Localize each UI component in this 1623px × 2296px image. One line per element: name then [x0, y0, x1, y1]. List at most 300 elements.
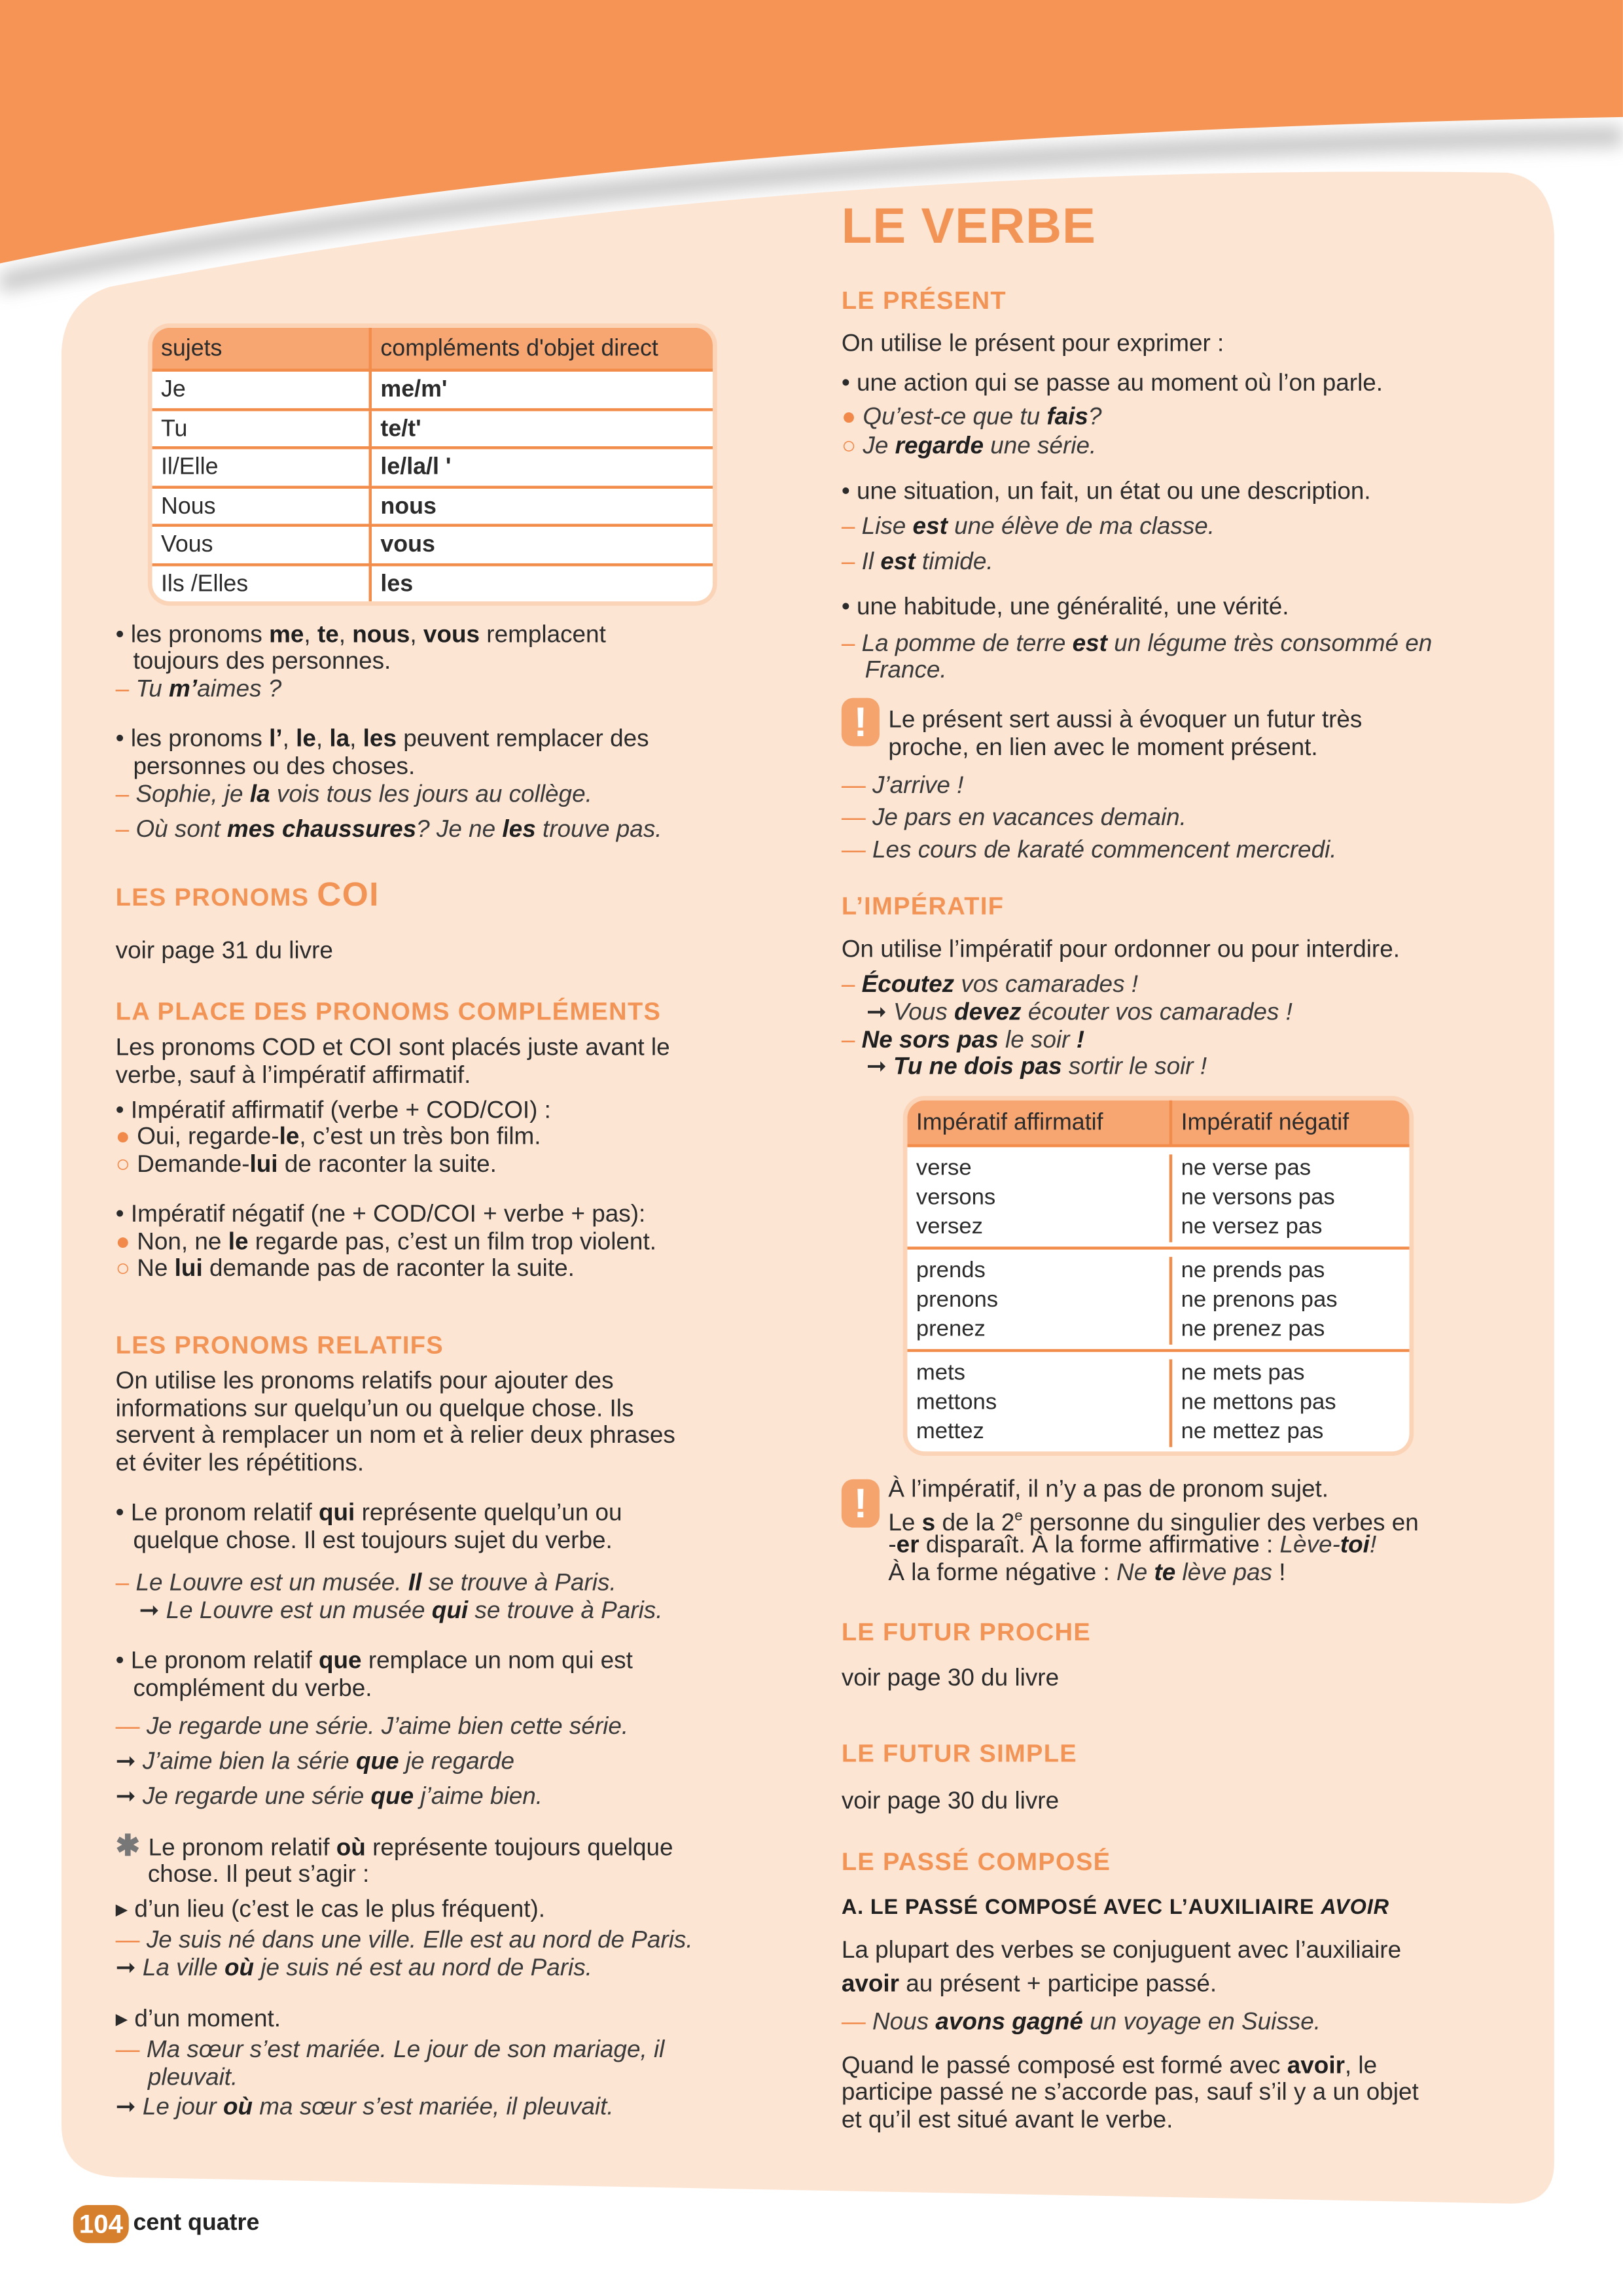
subheading-emphasis: AVOIR — [1321, 1896, 1390, 1920]
text-segment: ➞ — [115, 1954, 143, 1981]
italic-text: je regarde — [399, 1748, 514, 1775]
bold-text: nous — [352, 622, 410, 648]
verb-group-row — [907, 1147, 1409, 1250]
example-line — [148, 2063, 238, 2093]
bold-italic-text: m’ — [169, 676, 198, 703]
text-segment: Les pronoms COD et COI sont placés juste avant le — [115, 1034, 670, 1061]
bold-text: que — [318, 1647, 362, 1674]
example-line — [842, 512, 1215, 542]
marker-glyph: ● — [115, 1229, 137, 1256]
page-number-words: cent quatre — [133, 2210, 260, 2236]
marker-glyph: – — [115, 676, 136, 703]
bullet-continuation — [133, 1674, 372, 1703]
text-segment: - — [888, 1532, 897, 1559]
marker-glyph: — — [115, 1927, 147, 1954]
table-header — [907, 1101, 1409, 1148]
marker-glyph: ○ — [115, 1255, 137, 1282]
italic-text: Où sont — [135, 816, 227, 843]
text-segment: On utilise l’impératif pour ordonner ou pour interdire. — [841, 936, 1400, 963]
bold-text: lui — [174, 1255, 203, 1282]
subject-cell: Ils /Elles — [152, 565, 372, 601]
marker-glyph: – — [115, 781, 136, 808]
italic-text: timide. — [915, 548, 993, 575]
italic-text: ma sœur s’est mariée, il pleuvait. — [253, 2094, 614, 2121]
marker-glyph: – — [841, 513, 862, 540]
text-segment: voir page 30 du livre — [841, 1665, 1060, 1692]
text-segment: demande pas de raconter la suite. — [202, 1255, 575, 1282]
bullet-item — [116, 620, 606, 650]
bold-text: lui — [249, 1151, 278, 1178]
marker-glyph: – — [841, 630, 862, 658]
bold-text: le — [296, 726, 316, 752]
italic-text: Ma sœur s’est mariée. Le jour de son mariage, il — [146, 2036, 665, 2064]
text-line — [116, 1394, 634, 1424]
marker-glyph: — — [115, 1713, 147, 1740]
bold-italic-text: que — [370, 1783, 414, 1810]
example-line — [139, 1597, 662, 1626]
italic-text: Tu — [135, 676, 169, 703]
text-segment: voir page 31 du livre — [115, 938, 333, 964]
affirmatif-form: mettons — [916, 1390, 997, 1415]
example-line — [842, 836, 1337, 865]
verb-group-row — [907, 1250, 1409, 1352]
text-segment: ➞ — [866, 1053, 894, 1080]
bold-text: s — [921, 1510, 936, 1537]
cod-cell: te/t' — [380, 416, 421, 442]
text-segment: personnes ou des choses. — [133, 753, 416, 780]
example-line — [116, 1227, 656, 1257]
example-line — [116, 675, 282, 704]
marker-glyph: — — [841, 2009, 872, 2036]
bullet-item — [116, 1200, 646, 1229]
marker-glyph: — — [841, 837, 872, 864]
marker-glyph: – — [841, 1027, 862, 1054]
heading-pronoms-relatifs: LES PRONOMS RELATIFS — [115, 1331, 444, 1360]
example-line — [116, 1568, 616, 1598]
bold-italic-text: devez — [954, 999, 1022, 1026]
table-row — [152, 565, 713, 601]
negatif-cell — [1172, 1359, 1409, 1447]
marker-glyph: ● — [115, 1123, 137, 1150]
example-line — [842, 970, 1138, 1000]
example-line — [116, 2036, 665, 2065]
heading-text: LES PRONOMS — [115, 883, 317, 912]
bold-italic-text: la — [249, 781, 270, 808]
italic-text: Je — [863, 433, 895, 460]
bold-italic-text: toi — [1340, 1532, 1370, 1559]
bold-italic-text: regarde — [895, 433, 984, 460]
header-affirmatif: Impératif affirmatif — [907, 1101, 1172, 1144]
asterisk-icon: ✱ — [115, 1830, 149, 1863]
example-line — [116, 1712, 628, 1741]
text-line — [842, 2106, 1173, 2135]
verb-group-row — [907, 1352, 1409, 1451]
italic-text: un légume très consommé en — [1107, 630, 1433, 658]
note-text — [888, 705, 1362, 735]
bold-italic-text: est — [880, 548, 916, 575]
table-row — [152, 450, 713, 488]
italic-text: Je regarde une série. J’aime bien cette série. — [146, 1713, 629, 1740]
text-segment: • Le pronom relatif — [115, 1647, 319, 1674]
text-segment: • Impératif affirmatif (verbe + COD/COI) : — [115, 1097, 551, 1124]
text-line — [116, 1367, 614, 1396]
italic-text: La pomme de terre — [861, 630, 1073, 658]
negatif-cell — [1172, 1257, 1409, 1345]
text-line — [116, 1421, 675, 1450]
bold-text: vous — [423, 622, 480, 648]
italic-text: le soir — [998, 1027, 1077, 1054]
bold-text: avoir — [1287, 2053, 1345, 2079]
marker-glyph: — — [115, 2036, 147, 2064]
bold-text: l’ — [269, 726, 283, 752]
text-segment: verbe, sauf à l’impératif affirmatif. — [115, 1062, 471, 1089]
example-line — [842, 402, 1102, 432]
text-segment: regarde pas, c’est un film trop violent. — [248, 1229, 656, 1256]
text-segment: , — [349, 726, 363, 752]
bold-italic-text: que — [355, 1748, 399, 1775]
italic-text: j’aime bien. — [414, 1783, 543, 1810]
example-line — [116, 1926, 693, 1955]
affirmatif-form: mettez — [916, 1419, 984, 1445]
sub-bullet — [116, 1895, 545, 1924]
text-line — [116, 1061, 471, 1090]
text-segment: Le — [888, 1510, 922, 1537]
heading-place-pronoms: LA PLACE DES PRONOMS COMPLÉMENTS — [115, 998, 662, 1026]
negatif-form: ne mets pas — [1181, 1360, 1305, 1386]
bold-italic-text: mes chaussures — [226, 816, 417, 843]
heading-emphasis: COI — [317, 875, 380, 913]
italic-text: ! — [1369, 1532, 1377, 1559]
italic-text: trouve pas. — [535, 816, 662, 843]
bold-italic-text: fais — [1046, 404, 1088, 431]
italic-text: je suis né est au nord de Paris. — [254, 1954, 592, 1981]
heading-present: LE PRÉSENT — [841, 287, 1007, 315]
text-segment: ➞ — [115, 1783, 143, 1810]
text-segment: ▸ d’un moment. — [115, 2005, 281, 2033]
bold-italic-text: où — [224, 1954, 255, 1981]
italic-text: Il — [861, 548, 881, 575]
text-segment: Non, ne — [137, 1229, 228, 1256]
italic-text: pleuvait. — [147, 2064, 238, 2091]
superscript: e — [1014, 1508, 1023, 1525]
affirmatif-cell — [907, 1359, 1172, 1447]
example-line — [116, 1254, 575, 1283]
text-line — [116, 1449, 364, 1478]
text-segment: • une habitude, une généralité, une vérité. — [841, 593, 1289, 621]
note-text — [888, 1475, 1329, 1504]
table-header — [152, 328, 713, 372]
text-segment: À la forme négative : — [888, 1559, 1117, 1587]
italic-text: J’aime bien la série — [142, 1748, 356, 1775]
text-segment: ➞ — [115, 1748, 143, 1775]
text-segment: voir page 30 du livre — [841, 1788, 1060, 1814]
subject-cell: Il/Elle — [152, 450, 372, 486]
bold-italic-text: Il — [408, 1570, 422, 1597]
italic-text: Qu’est-ce que tu — [863, 404, 1047, 431]
text-line — [842, 1969, 1217, 1999]
example-line — [116, 1953, 592, 1983]
text-segment: Quand le passé composé est formé avec — [841, 2053, 1287, 2079]
italic-text: Le jour — [142, 2094, 223, 2121]
bold-italic-text: où — [223, 2094, 253, 2121]
table-row — [152, 372, 713, 410]
marker-glyph: ○ — [115, 1151, 137, 1178]
heading-futur-proche: LE FUTUR PROCHE — [841, 1618, 1092, 1646]
text-segment: Oui, regarde- — [137, 1123, 279, 1150]
bullet-continuation — [133, 1526, 612, 1555]
subject-cell: Tu — [152, 410, 372, 446]
cod-cell: le/la/l ' — [380, 455, 452, 480]
page-number-badge: 104 — [73, 2205, 129, 2243]
negatif-cell — [1172, 1154, 1409, 1242]
text-line — [842, 2051, 1377, 2081]
note-continuation — [148, 1860, 369, 1889]
bold-italic-text: les — [502, 816, 536, 843]
bold-italic-text: ! — [1076, 1027, 1085, 1054]
text-segment: proche, en lien avec le moment présent. — [888, 734, 1318, 761]
text-segment: au présent + participe passé. — [899, 1971, 1217, 1998]
example-line — [842, 629, 1432, 659]
bold-text: où — [336, 1835, 366, 1862]
bold-text: me — [269, 622, 304, 648]
italic-text: Je pars en vacances demain. — [872, 804, 1186, 832]
example-line — [842, 2007, 1321, 2037]
marker-glyph: ● — [841, 404, 863, 431]
bold-text: er — [896, 1532, 919, 1559]
affirmatif-form: mets — [916, 1360, 965, 1386]
page-reference — [842, 1664, 1059, 1693]
text-segment: • les pronoms — [115, 622, 270, 648]
text-segment: de la 2 — [935, 1510, 1015, 1537]
text-segment: disparaît. À la forme affirmative : — [919, 1532, 1280, 1559]
page-reference — [116, 936, 333, 966]
example-line — [842, 1026, 1084, 1055]
example-line — [842, 804, 1186, 833]
italic-text: se trouve à Paris. — [468, 1597, 663, 1625]
text-segment: , le — [1344, 2053, 1378, 2079]
bold-italic-text: est — [912, 513, 948, 540]
text-segment: , — [304, 622, 317, 648]
text-segment: Ne — [137, 1255, 175, 1282]
text-segment: et éviter les répétitions. — [115, 1450, 365, 1477]
text-line — [116, 1033, 670, 1063]
text-segment: peuvent remplacer des — [396, 726, 649, 752]
warning-icon: ! — [842, 1479, 880, 1528]
italic-text: aimes ? — [197, 676, 282, 703]
example-line — [865, 656, 947, 685]
italic-text: Ne — [1116, 1559, 1154, 1587]
marker-glyph: – — [841, 971, 862, 998]
example-line — [842, 547, 993, 576]
bold-italic-text: qui — [431, 1597, 469, 1625]
text-segment: On utilise les pronoms relatifs pour ajouter des — [115, 1368, 614, 1395]
heading-pronoms-coi — [115, 875, 380, 915]
text-line — [842, 935, 1400, 964]
bold-italic-text: est — [1072, 630, 1107, 658]
marker-glyph: – — [841, 548, 862, 575]
text-segment: quelque chose. Il est toujours sujet du verbe. — [133, 1527, 613, 1554]
heading-imperatif: L’IMPÉRATIF — [841, 892, 1005, 921]
example-line — [866, 998, 1293, 1027]
italic-text: Je suis né dans une ville. Elle est au nord de Paris. — [146, 1927, 693, 1954]
affirmatif-form: versons — [916, 1185, 996, 1210]
affirmatif-cell — [907, 1257, 1172, 1345]
negatif-form: ne versons pas — [1181, 1185, 1335, 1210]
subheading-text: A. LE PASSÉ COMPOSÉ AVEC L’AUXILIAIRE — [841, 1896, 1321, 1920]
text-segment: remplacent — [480, 622, 606, 648]
italic-text: Sophie, je — [135, 781, 250, 808]
bold-italic-text: Ne sors pas — [861, 1027, 999, 1054]
text-segment: ▸ d’un lieu (c’est le cas le plus fréquent). — [115, 1896, 546, 1923]
bold-italic-text: avons gagné — [935, 2009, 1083, 2036]
example-line — [116, 2093, 614, 2122]
header-subjects: sujets — [152, 328, 372, 369]
italic-text: écouter vos camarades ! — [1021, 999, 1293, 1026]
negatif-form: ne prenez pas — [1181, 1316, 1325, 1342]
text-segment: remplace un nom qui est — [361, 1647, 633, 1674]
italic-text: Je regarde une série — [142, 1783, 371, 1810]
sub-bullet — [116, 2005, 281, 2034]
marker-glyph: – — [115, 816, 136, 843]
negatif-form: ne prenons pas — [1181, 1287, 1338, 1313]
text-segment: • les pronoms — [115, 726, 270, 752]
affirmatif-cell — [907, 1154, 1172, 1242]
example-line — [116, 780, 592, 809]
note-text — [888, 1530, 1376, 1560]
example-line — [116, 1150, 497, 1180]
cod-cell: me/m' — [380, 377, 448, 402]
negatif-form: ne prends pas — [1181, 1258, 1325, 1284]
text-segment: À l’impératif, il n’y a pas de pronom sujet. — [888, 1476, 1329, 1503]
negatif-form: ne verse pas — [1181, 1156, 1311, 1181]
header-negatif: Impératif négatif — [1181, 1110, 1349, 1136]
text-line — [842, 1935, 1401, 1965]
bullet-item — [116, 1498, 622, 1528]
cod-pronouns-table — [152, 328, 713, 601]
text-segment: informations sur quelqu’un ou quelque chose. Ils — [115, 1396, 634, 1422]
subject-cell: Je — [152, 372, 372, 408]
text-segment: toujours des personnes. — [133, 648, 391, 675]
note-text — [888, 733, 1317, 762]
subject-cell: Nous — [152, 488, 372, 524]
bold-text: les — [363, 726, 397, 752]
page-reference — [842, 1786, 1059, 1816]
text-segment: personne du singulier des verbes en — [1022, 1510, 1419, 1537]
note-text — [888, 1559, 1285, 1588]
example-line — [866, 1052, 1207, 1082]
heading-passe-compose: LE PASSÉ COMPOSÉ — [841, 1848, 1111, 1876]
text-segment: , — [338, 622, 353, 648]
text-segment: , — [282, 726, 296, 752]
imperatif-table — [907, 1101, 1409, 1452]
text-segment: participe passé ne s’accorde pas, sauf s’il y a un objet — [841, 2079, 1419, 2106]
bullet-item — [842, 593, 1289, 622]
text-segment: ➞ — [115, 2094, 143, 2121]
header-cod: compléments d'objet direct — [380, 336, 658, 362]
bold-text: avoir — [841, 1971, 900, 1998]
bullet-item — [116, 724, 649, 754]
italic-text: sortir le soir ! — [1061, 1053, 1207, 1080]
text-line — [842, 2077, 1419, 2107]
text-segment: , c’est un très bon film. — [299, 1123, 541, 1150]
text-segment: • une situation, un fait, un état ou une description. — [841, 478, 1371, 505]
page-title: LE VERBE — [841, 199, 1097, 255]
italic-text: ? Je ne — [416, 816, 503, 843]
subheading-avoir — [842, 1896, 1389, 1920]
bullet-item — [842, 369, 1383, 398]
note-item — [116, 1832, 673, 1862]
note-text — [888, 1503, 1419, 1537]
italic-text: une série. — [983, 433, 1097, 460]
bold-text: te — [317, 622, 339, 648]
italic-text: ? — [1088, 404, 1102, 431]
italic-text: Les cours de karaté commencent mercredi. — [872, 837, 1337, 864]
affirmatif-form: verse — [916, 1156, 972, 1181]
italic-text: Nous — [872, 2009, 936, 2036]
bullet-item — [116, 1646, 633, 1676]
text-segment: • Impératif négatif (ne + COD/COI + verbe + pas): — [115, 1201, 646, 1228]
subject-cell: Vous — [152, 527, 372, 563]
bullet-continuation — [133, 752, 415, 781]
text-segment: , — [410, 622, 423, 648]
table-row — [152, 527, 713, 565]
text-segment: ➞ — [139, 1597, 166, 1625]
italic-text: un voyage en Suisse. — [1082, 2009, 1321, 2036]
example-line — [842, 771, 964, 800]
italic-text: se trouve à Paris. — [421, 1570, 616, 1597]
text-segment: Le pronom relatif — [148, 1835, 336, 1862]
text-segment: On utilise le présent pour exprimer : — [841, 330, 1224, 357]
text-segment: • une action qui se passe au moment où l’on parle. — [841, 370, 1383, 397]
italic-text: vois tous les jours au collège. — [270, 781, 592, 808]
text-segment: Demande- — [137, 1151, 250, 1178]
heading-futur-simple: LE FUTUR SIMPLE — [841, 1739, 1077, 1768]
text-line — [842, 329, 1224, 359]
bold-italic-text: Tu ne dois pas — [893, 1053, 1062, 1080]
table-row — [152, 488, 713, 527]
bullet-item — [116, 1096, 551, 1125]
text-segment: représente quelqu’un ou — [355, 1500, 622, 1527]
text-segment: La plupart des verbes se conjuguent avec l’auxiliaire — [841, 1937, 1402, 1964]
example-line — [842, 432, 1096, 461]
example-line — [116, 1122, 541, 1152]
text-segment: servent à remplacer un nom et à relier deux phrases — [115, 1422, 675, 1449]
text-segment: ➞ — [866, 999, 894, 1026]
cod-cell: les — [380, 571, 414, 597]
text-segment: de raconter la suite. — [277, 1151, 497, 1178]
affirmatif-form: prenez — [916, 1316, 986, 1342]
italic-text: France. — [865, 657, 947, 684]
example-line — [116, 1782, 543, 1812]
text-segment: et qu’il est situé avant le verbe. — [841, 2107, 1173, 2134]
text-segment: , — [315, 726, 330, 752]
cod-cell: vous — [380, 532, 435, 557]
bold-text: le — [228, 1229, 249, 1256]
marker-glyph: ○ — [841, 433, 863, 460]
text-segment: Le présent sert aussi à évoquer un futur très — [888, 707, 1363, 733]
italic-text: vos camarades ! — [954, 971, 1139, 998]
bold-text: la — [329, 726, 350, 752]
text-segment: chose. Il peut s’agir : — [147, 1861, 370, 1888]
italic-text: Vous — [893, 999, 955, 1026]
example-line — [116, 1747, 514, 1776]
italic-text: J’arrive ! — [872, 772, 964, 799]
italic-text: Lise — [861, 513, 913, 540]
table-row — [152, 410, 713, 449]
example-line — [116, 815, 662, 845]
bullet-item — [842, 477, 1371, 506]
bold-text: qui — [318, 1500, 355, 1527]
